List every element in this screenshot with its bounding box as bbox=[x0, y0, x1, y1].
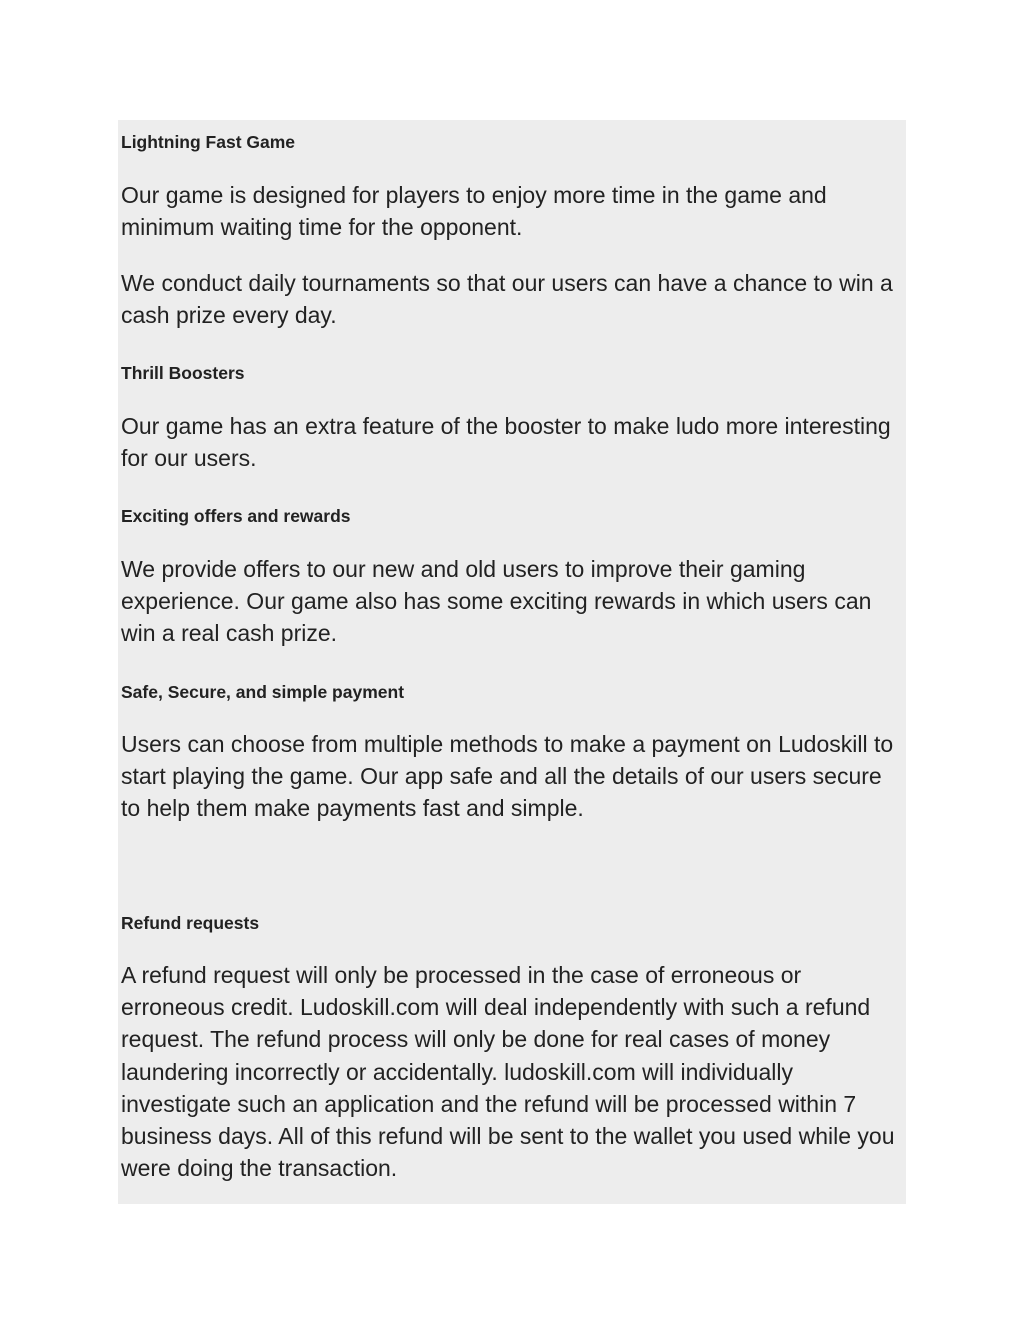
section-heading-exciting-offers: Exciting offers and rewards bbox=[121, 506, 351, 526]
section-heading-refund-requests: Refund requests bbox=[121, 913, 260, 933]
section-heading-thrill-boosters: Thrill Boosters bbox=[121, 363, 245, 383]
section-paragraph: Users can choose from multiple methods to make a payment on Ludoskill to start playing the game. Our app safe and all the details of our users secure to help them make payments fast and simple. bbox=[121, 731, 894, 822]
section-paragraph: Our game is designed for players to enjoy more time in the game and minimum waiting time for the opponent. bbox=[121, 182, 827, 241]
section-paragraph: We conduct daily tournaments so that our users can have a chance to win a cash prize every day. bbox=[121, 270, 893, 329]
section-heading-safe-payment: Safe, Secure, and simple payment bbox=[121, 682, 405, 702]
section-paragraph: A refund request will only be processed in the case of erroneous or erroneous credit. Ludoskill.com will deal independently with such a refund request. The refund process will only be done for real cases of money laundering incorrectly or accidentally. ludoskill.com will individually investigate such an application and the refund will be processed within 7 business days. All of this refund will be sent to the wallet you used while you were doing the transaction. bbox=[121, 962, 895, 1182]
section-paragraph: Our game has an extra feature of the booster to make ludo more interesting for our users. bbox=[121, 413, 891, 472]
section-paragraph: We provide offers to our new and old users to improve their gaming experience. Our game also has some exciting rewards in which users can win a real cash prize. bbox=[121, 556, 872, 647]
section-heading-lightning-fast-game: Lightning Fast Game bbox=[121, 132, 296, 152]
